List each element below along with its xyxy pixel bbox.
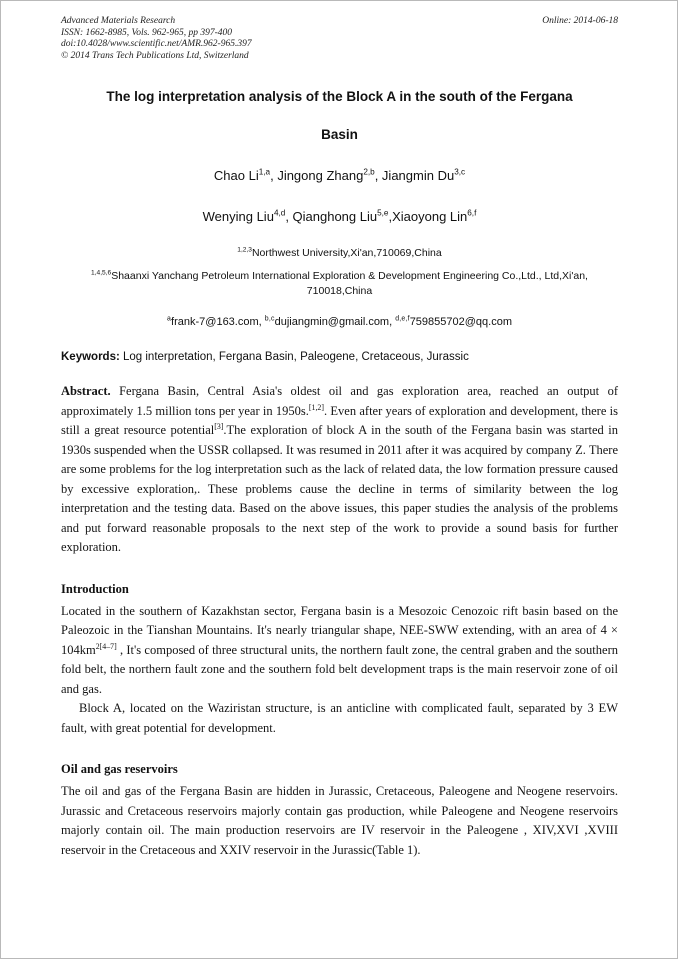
- doi-line: doi:10.4028/www.scientific.net/AMR.962-965.397: [61, 39, 252, 49]
- oil-gas-paragraph: The oil and gas of the Fergana Basin are hidden in Jurassic, Cretaceous, Paleogene and Neogene reservoirs. Jurassic and Cretaceous reservoirs majorly contain gas production, while Paleogene and Neogene reservoirs majorly contain oil. The main production reservoirs are IV reservoir in the Paleogene , XIV,XVI ,XVIII reservoir in the Cretaceous and XXIV reservoir in the Jurassic(Table 1).: [61, 784, 618, 857]
- journal-header-row: [61, 16, 618, 28]
- keywords-line: Keywords: Log interpretation, Fergana Basin, Paleogene, Cretaceous, Jurassic: [61, 351, 469, 363]
- copyright-line: © 2014 Trans Tech Publications Ltd, Switzerland: [61, 50, 249, 61]
- online-date: Online: 2014-06-18: [542, 16, 618, 26]
- authors-line-1: Chao Li$^{1,a}$, Jingong Zhang$^{2,b}$, Jiangmin Du$^{3,c}$: [213, 167, 466, 183]
- paper-title-line-2: Basin: [321, 127, 358, 142]
- journal-name: Advanced Materials Research: [61, 16, 176, 26]
- introduction-paragraph-2: Block A, located on the Waziristan structure, is an anticline with complicated fault, separated by 3 EW fault, with great potential for development.: [61, 701, 618, 735]
- authors-line-2: Wenying Liu$^{4,d}$, Qianghong Liu$^{5,e}$,Xiaoyong Lin$^{6,f}$: [202, 208, 477, 224]
- affiliation-1: $^{1,2,3}$Northwest University,Xi'an,710069,China: [237, 246, 442, 259]
- issn-line: ISSN: 1662-8985, Vols. 962-965, pp 397-400: [61, 27, 232, 38]
- paper-title-line-1: The log interpretation analysis of the Block A in the south of the Fergana: [106, 89, 573, 104]
- author-emails: $^a$frank-7@163.com, $^{b,c}$dujiangmin@gmail.com, $^{d,e,f}$759855702@qq.com: [166, 315, 512, 328]
- section-heading-introduction: Introduction: [61, 581, 129, 596]
- journal-header: [61, 16, 618, 62]
- introduction-paragraph-1: Located in the southern of Kazakhstan sector, Fergana basin is a Mesozoic Cenozoic rift basin based on the Paleozoic in the Tianshan Mountains. It's nearly triangular shape, NEE-SWW extending, with an area of $4 \times 104km^{2[4-7]}$ , It's composed of three structural units, the northern fault zone, the central graben and the southern fold belt, the northern fault zone and the southern fold belt development traps is the main reservoir zone of oil and gas.: [61, 603, 618, 696]
- paper-title: [61, 89, 618, 143]
- section-heading-oil-gas: Oil and gas reservoirs: [61, 762, 178, 776]
- affiliation-2: $^{1,4,5,6}$Shaanxi Yanchang Petroleum International Exploration & Development Engineering Co.,Ltd., Ltd,Xi'an, 710018,China: [91, 269, 588, 297]
- abstract-paragraph: Abstract. Fergana Basin, Central Asia's oldest oil and gas exploration area, reached an output of approximately 1.5 million tons per year in 1950s.[1,2]. Even after years of exploration and development, there is still a great resource potential[3].The exploration of block A in the south of the Fergana basin was started in 1930s suspended when the USSR collapsed. It was resumed in 2011 after it was acquired by company Z. There are some problems for the log interpretation such as the lack of related data, the low formation pressure caused by excessive exploration,. These problems cause the decline in terms of similarity between the log interpretation and the testing data. Based on the above issues, this paper studies the analysis of the problems and put forward reasonable proposals to the next step of the work to provide a sound basis for further exploration.: [61, 384, 619, 554]
